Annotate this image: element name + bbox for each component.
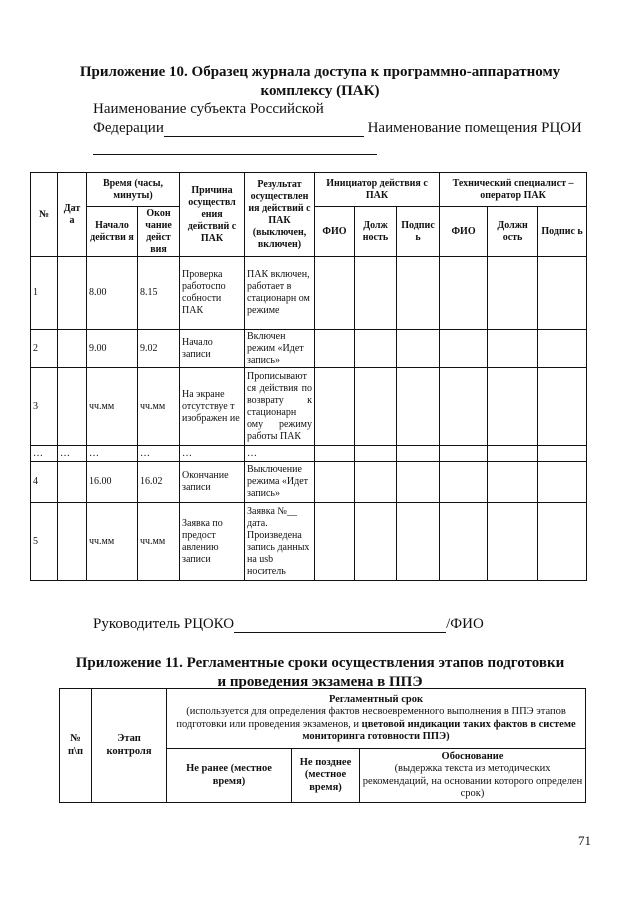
table-row [31, 368, 587, 446]
appendix11-title-line2: и проведения экзамена в ППЭ [217, 674, 423, 690]
row-result: Включен режим «Идет запись» [245, 330, 315, 368]
reg-description [169, 706, 583, 744]
row-date [58, 330, 87, 368]
signature-line [93, 616, 484, 633]
row-end: 9.02 [138, 330, 180, 368]
header-tech-signature: Подпис ь [538, 207, 587, 257]
header-result: Результат осуществлен ия действий с ПАК (выключен, включен) [245, 173, 315, 257]
table-row [31, 503, 587, 581]
reg-title: Регламентный срок [328, 693, 424, 705]
row-reason: Проверка работоспо собности ПАК [180, 257, 245, 330]
header-not-earlier: Не ранее (местное время) [167, 749, 292, 803]
row-end: 16.02 [138, 462, 180, 503]
header-regulatory-deadline [167, 689, 586, 749]
row-reason: Начало записи [180, 330, 245, 368]
basis-description: (выдержка текста из методических рекомендаций, на основании которого определен срок) [362, 763, 583, 799]
row-num: 4 [31, 462, 58, 503]
header-initiator-position: Долж ность [355, 207, 397, 257]
row-reason: Заявка по предост авлению записи [180, 503, 245, 581]
row-date [58, 503, 87, 581]
row-start: … [87, 446, 138, 462]
appendix11-title [40, 654, 600, 692]
header-tech-position: Должн ость [488, 207, 538, 257]
row-result: Заявка №__ дата. Произведена запись данных на usb носитель [245, 503, 315, 581]
header-not-later: Не позднее (местное время) [292, 749, 360, 803]
row-result: ПАК включен, работает в стационарн ом режиме [245, 257, 315, 330]
header-tech-specialist: Технический специалист – оператор ПАК [440, 173, 587, 207]
reg-desc-bold: цветовой индикации таких фактов в системе мониторинга готовности ППЭ) [302, 718, 576, 742]
row-end: … [138, 446, 180, 462]
row-num: 5 [31, 503, 58, 581]
appendix10-title-line1: Приложение 10. Образец журнала доступа к программно-аппаратному [79, 64, 561, 80]
room-blank-line [93, 154, 377, 155]
appendix10-title [40, 63, 600, 101]
room-label: Наименование помещения РЦОИ [367, 120, 582, 136]
header-initiator-signature: Подпис ь [397, 207, 440, 257]
table-row [31, 257, 587, 330]
deadlines-table [59, 688, 586, 803]
row-start: 8.00 [87, 257, 138, 330]
header-num: № п\п [60, 689, 92, 803]
header-reason: Причина осуществл ения действий с ПАК [180, 173, 245, 257]
row-num: 3 [31, 368, 58, 446]
subject-label-line2: Федерации [93, 120, 164, 136]
row-num: 2 [31, 330, 58, 368]
signature-label: Руководитель РЦОКО [93, 616, 235, 632]
header-time: Время (часы, минуты) [87, 173, 180, 207]
row-result: Прописывают ся действия по возврату к стационарн ому режиму работы ПАК [245, 368, 315, 446]
row-date: … [58, 446, 87, 462]
signature-blank [234, 618, 446, 633]
row-num: … [31, 446, 58, 462]
signature-suffix: /ФИО [446, 616, 484, 632]
row-start: чч.мм [87, 503, 138, 581]
subject-label-line1: Наименование субъекта Российской [93, 101, 324, 117]
page-number: 71 [578, 833, 591, 848]
row-reason: … [180, 446, 245, 462]
appendix11-title-line1: Приложение 11. Регламентные сроки осуществления этапов подготовки [75, 655, 565, 671]
row-date [58, 257, 87, 330]
table-row [31, 330, 587, 368]
row-start: 16.00 [87, 462, 138, 503]
basis-title: Обоснование [441, 750, 504, 762]
row-num: 1 [31, 257, 58, 330]
table-row [31, 462, 587, 503]
row-result: Выключение режима «Идет запись» [245, 462, 315, 503]
row-end: 8.15 [138, 257, 180, 330]
row-reason: На экране отсутствуе т изображен ие [180, 368, 245, 446]
header-time-end: Окон чание дейст вия [138, 207, 180, 257]
header-initiator-fio: ФИО [315, 207, 355, 257]
table-row [31, 446, 587, 462]
row-reason: Окончание записи [180, 462, 245, 503]
row-end: чч.мм [138, 368, 180, 446]
header-time-start: Начало действи я [87, 207, 138, 257]
header-tech-fio: ФИО [440, 207, 488, 257]
row-date [58, 368, 87, 446]
subject-blank [164, 122, 364, 137]
access-journal-table [30, 172, 587, 581]
subject-field-row [93, 120, 613, 137]
appendix10-title-line2: комплексу (ПАК) [260, 83, 380, 99]
header-basis [360, 749, 586, 803]
header-num: № [31, 173, 58, 257]
row-start: 9.00 [87, 330, 138, 368]
header-stage: Этап контроля [92, 689, 167, 803]
header-initiator: Инициатор действия с ПАК [315, 173, 440, 207]
row-date [58, 462, 87, 503]
reg-desc-normal: (используется для определения фактов несвоевременного выполнения в ППЭ этапов подготовки или проведения экзаменов, и [176, 706, 566, 730]
row-start: чч.мм [87, 368, 138, 446]
row-end: чч.мм [138, 503, 180, 581]
row-result: … [245, 446, 315, 462]
header-date: Дат а [58, 173, 87, 257]
